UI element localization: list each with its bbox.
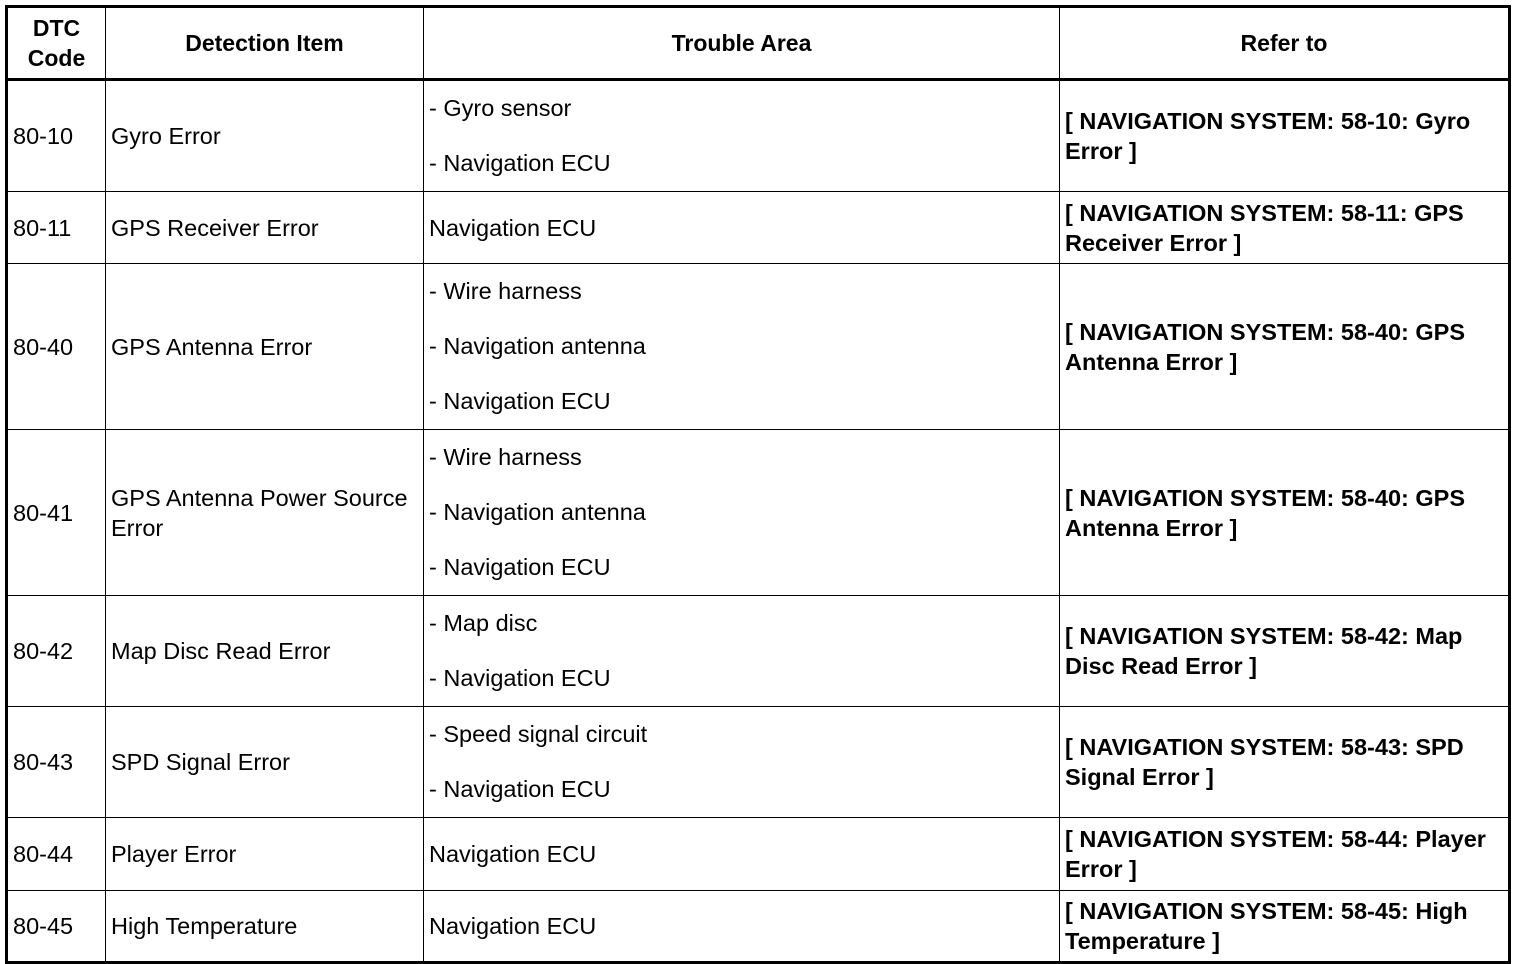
refer-to-cell: [ NAVIGATION SYSTEM: 58-44: Player Error ]	[1060, 818, 1510, 891]
trouble-area-item: - Wire harness	[429, 278, 582, 304]
trouble-area-list	[429, 430, 1059, 595]
dtc-code-cell: 80-42	[7, 596, 106, 707]
header-dtc-code-line1: DTC	[32, 15, 81, 41]
refer-to-cell: [ NAVIGATION SYSTEM: 58-10: Gyro Error ]	[1060, 80, 1510, 192]
trouble-area-cell	[424, 818, 1060, 891]
refer-to-cell: [ NAVIGATION SYSTEM: 58-43: SPD Signal Error ]	[1060, 707, 1510, 818]
detection-item-cell: GPS Antenna Error	[106, 264, 424, 430]
table-row	[7, 818, 1510, 891]
dtc-code-cell: 80-41	[7, 430, 106, 596]
refer-to-cell: [ NAVIGATION SYSTEM: 58-42: Map Disc Read Error ]	[1060, 596, 1510, 707]
header-row	[7, 7, 1510, 80]
trouble-area-item: - Speed signal circuit	[429, 721, 648, 747]
trouble-area-item: Navigation ECU	[429, 841, 597, 867]
refer-to-cell: [ NAVIGATION SYSTEM: 58-40: GPS Antenna Error ]	[1060, 430, 1510, 596]
trouble-area-item: - Navigation ECU	[429, 554, 611, 580]
dtc-code-cell: 80-45	[7, 891, 106, 963]
trouble-area-list	[429, 81, 1059, 191]
trouble-area-item: - Navigation antenna	[429, 499, 646, 525]
trouble-area-list	[429, 911, 1059, 941]
table-row	[7, 80, 1510, 192]
detection-item-cell: High Temperature	[106, 891, 424, 963]
trouble-area-cell	[424, 192, 1060, 264]
trouble-area-list	[429, 264, 1059, 429]
table-row	[7, 707, 1510, 818]
header-trouble-area: Trouble Area	[424, 7, 1060, 80]
refer-to-cell: [ NAVIGATION SYSTEM: 58-40: GPS Antenna Error ]	[1060, 264, 1510, 430]
table-row	[7, 891, 1510, 963]
trouble-area-list	[429, 213, 1059, 243]
trouble-area-item: - Map disc	[429, 610, 538, 636]
table-row	[7, 430, 1510, 596]
dtc-code-cell: 80-10	[7, 80, 106, 192]
table-header	[7, 7, 1510, 80]
trouble-area-cell	[424, 707, 1060, 818]
trouble-area-item: - Navigation ECU	[429, 150, 611, 176]
dtc-code-cell: 80-44	[7, 818, 106, 891]
dtc-code-cell: 80-43	[7, 707, 106, 818]
dtc-code-cell: 80-11	[7, 192, 106, 264]
trouble-area-item: - Navigation ECU	[429, 776, 611, 802]
table-row	[7, 264, 1510, 430]
table-body	[7, 80, 1510, 963]
detection-item-cell: SPD Signal Error	[106, 707, 424, 818]
trouble-area-cell	[424, 264, 1060, 430]
detection-item-cell: Map Disc Read Error	[106, 596, 424, 707]
trouble-area-item: Navigation ECU	[429, 913, 597, 939]
dtc-code-cell: 80-40	[7, 264, 106, 430]
trouble-area-list	[429, 707, 1059, 817]
trouble-area-item: Navigation ECU	[429, 214, 597, 241]
header-dtc-code-line2: Code	[27, 45, 86, 71]
detection-item-cell: Player Error	[106, 818, 424, 891]
trouble-area-cell	[424, 430, 1060, 596]
trouble-area-cell	[424, 80, 1060, 192]
detection-item-cell: GPS Antenna Power Source Error	[106, 430, 424, 596]
dtc-table	[5, 5, 1511, 964]
detection-item-cell: Gyro Error	[106, 80, 424, 192]
trouble-area-cell	[424, 596, 1060, 707]
trouble-area-item: - Gyro sensor	[429, 95, 572, 121]
trouble-area-item: - Navigation ECU	[429, 665, 611, 691]
trouble-area-cell	[424, 891, 1060, 963]
trouble-area-item: - Navigation ECU	[429, 388, 611, 414]
trouble-area-item: - Wire harness	[429, 444, 582, 470]
refer-to-cell: [ NAVIGATION SYSTEM: 58-11: GPS Receiver Error ]	[1060, 192, 1510, 264]
detection-item-cell: GPS Receiver Error	[106, 192, 424, 264]
table-row	[7, 192, 1510, 264]
trouble-area-list	[429, 839, 1059, 869]
header-detection-item: Detection Item	[106, 7, 424, 80]
refer-to-cell: [ NAVIGATION SYSTEM: 58-45: High Temperature ]	[1060, 891, 1510, 963]
header-dtc-code	[7, 7, 106, 80]
table-row	[7, 596, 1510, 707]
header-refer-to: Refer to	[1060, 7, 1510, 80]
trouble-area-item: - Navigation antenna	[429, 333, 646, 359]
trouble-area-list	[429, 596, 1059, 706]
